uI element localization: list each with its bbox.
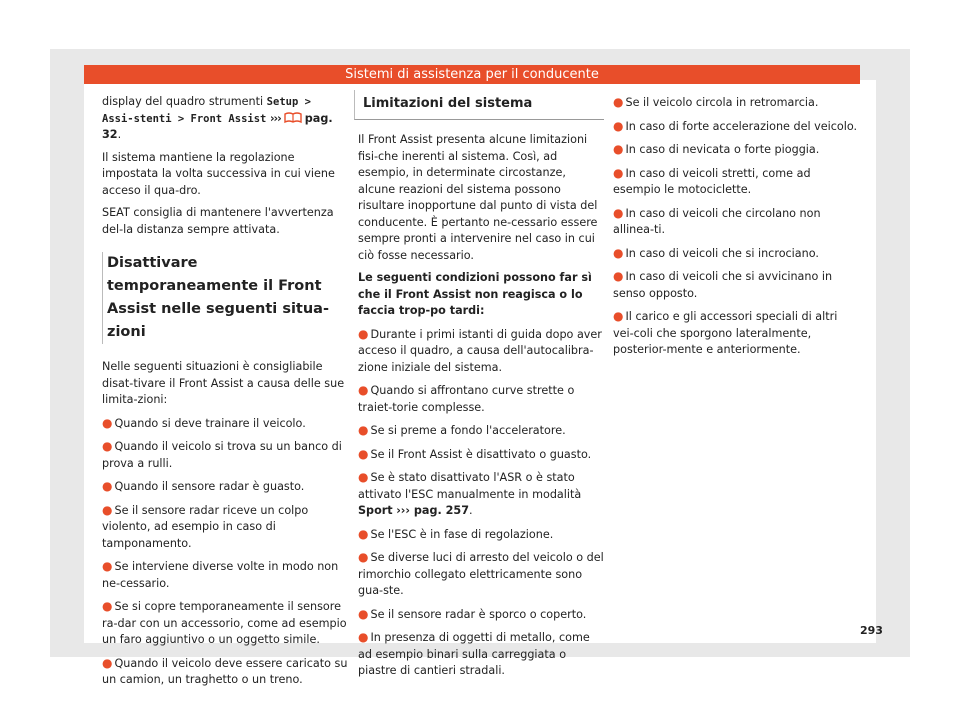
paragraph-text: display del quadro strumenti bbox=[102, 95, 267, 108]
column-left bbox=[102, 94, 348, 695]
mode-label: Sport bbox=[358, 504, 393, 517]
bullet-icon: ● bbox=[613, 205, 624, 220]
list-item-text: Se il Front Assist è disattivato o guasto. bbox=[370, 447, 592, 461]
bullet-icon: ● bbox=[102, 655, 113, 670]
bullet-list bbox=[102, 415, 348, 689]
list-item bbox=[358, 606, 604, 624]
list-item-text: In caso di veicoli stretti, come ad esempio le motociclette. bbox=[613, 166, 811, 196]
bullet-icon: ● bbox=[358, 383, 369, 397]
bullet-icon: ● bbox=[358, 423, 369, 437]
list-item-text: Quando il veicolo si trova su un banco di prova a rulli. bbox=[102, 440, 342, 470]
list-item-text: Se diverse luci di arresto del veicolo o del rimorchio collegato elettricamente sono gua-ste. bbox=[358, 551, 604, 597]
page-header: Sistemi di assistenza per il conducente bbox=[84, 65, 860, 84]
section-heading-limitations: Limitazioni del sistema bbox=[354, 90, 604, 120]
list-item bbox=[613, 118, 859, 136]
list-item bbox=[102, 598, 348, 649]
list-item-text: In caso di veicoli che si incrociano. bbox=[625, 246, 819, 260]
list-item bbox=[102, 502, 348, 553]
list-item-text: Se si preme a fondo l'acceleratore. bbox=[370, 424, 566, 437]
bullet-icon: ● bbox=[102, 439, 113, 453]
bullet-icon: ● bbox=[358, 606, 369, 621]
bullet-icon: ● bbox=[613, 95, 624, 109]
page-reference-link[interactable]: ››› pag. 257 bbox=[396, 504, 469, 517]
section-heading: Disattivare temporaneamente il Front Assist nelle seguenti situa-zioni bbox=[102, 252, 348, 344]
list-item-text: Se il veicolo circola in retromarcia. bbox=[625, 96, 819, 109]
list-item bbox=[102, 655, 348, 689]
list-item-text: Quando si deve trainare il veicolo. bbox=[114, 416, 306, 430]
bullet-icon: ● bbox=[613, 165, 624, 180]
list-item-text: In caso di veicoli che circolano non allinea-ti. bbox=[613, 206, 821, 236]
list-item bbox=[358, 629, 604, 680]
bullet-icon: ● bbox=[102, 502, 113, 517]
list-item bbox=[613, 268, 859, 302]
list-item-text: Il carico e gli accessori speciali di altri vei-coli che sporgono lateralmente, posterior-mente e anteriormente. bbox=[613, 310, 838, 356]
list-item-text: Se il sensore radar è sporco o coperto. bbox=[370, 607, 587, 621]
bullet-icon: ● bbox=[102, 559, 113, 573]
cross-reference-arrow: ››› bbox=[269, 111, 281, 125]
list-item bbox=[613, 141, 859, 159]
bullet-icon: ● bbox=[613, 269, 624, 283]
list-item bbox=[358, 446, 604, 464]
list-item bbox=[358, 469, 604, 520]
list-item-text: Quando il sensore radar è guasto. bbox=[114, 480, 305, 493]
bullet-icon: ● bbox=[613, 309, 624, 323]
bullet-icon: ● bbox=[102, 415, 113, 430]
bullet-icon: ● bbox=[613, 245, 624, 260]
list-item bbox=[102, 558, 348, 592]
bullet-icon: ● bbox=[358, 550, 369, 564]
paragraph-text: . bbox=[117, 128, 122, 141]
bullet-icon: ● bbox=[358, 526, 369, 541]
list-item bbox=[358, 382, 604, 416]
bullet-icon: ● bbox=[102, 599, 113, 613]
list-item-text: Se il sensore radar riceve un colpo violento, ad esempio in caso di tamponamento. bbox=[102, 503, 309, 550]
list-item-text: Quando si affrontano curve strette o traiet-torie complesse. bbox=[358, 384, 575, 414]
list-item-text: Se interviene diverse volte in modo non ne-cessario. bbox=[102, 560, 339, 590]
list-item-text: . bbox=[468, 504, 473, 517]
list-item-text: In caso di nevicata o forte pioggia. bbox=[625, 143, 820, 156]
list-item bbox=[358, 549, 604, 600]
paragraph-setup bbox=[102, 94, 348, 144]
bullet-icon: ● bbox=[358, 446, 369, 461]
list-item-text: Durante i primi istanti di guida dopo aver acceso il quadro, a causa dell'autocalibra-zione iniziale del sistema. bbox=[358, 327, 602, 374]
list-item bbox=[358, 526, 604, 544]
bullet-icon: ● bbox=[613, 142, 624, 156]
bullet-list bbox=[358, 326, 604, 680]
list-item-text: In caso di veicoli che si avvicinano in senso opposto. bbox=[613, 270, 833, 300]
list-item bbox=[613, 245, 859, 263]
list-item-text: In presenza di oggetti di metallo, come ad esempio binari sulla carreggiata o piastre di cantieri stradali. bbox=[358, 631, 590, 677]
list-item-text: Quando il veicolo deve essere caricato su un camion, un traghetto o un treno. bbox=[102, 656, 348, 686]
list-item bbox=[358, 326, 604, 377]
list-item bbox=[102, 415, 348, 433]
list-item bbox=[102, 478, 348, 496]
bullet-icon: ● bbox=[613, 118, 624, 133]
bullet-list bbox=[613, 94, 859, 359]
column-right bbox=[613, 94, 859, 365]
page-reference-link[interactable]: pag. 32 bbox=[102, 111, 333, 141]
paragraph-bold: Le seguenti condizioni possono far sì che il Front Assist non reagisca o lo faccia trop-po tardi: bbox=[358, 271, 592, 317]
book-icon bbox=[283, 111, 303, 124]
bullet-icon: ● bbox=[102, 479, 113, 493]
list-item bbox=[358, 422, 604, 440]
paragraph: Il sistema mantiene la regolazione impostata la volta successiva in cui viene acceso il qua-dro. bbox=[102, 150, 335, 197]
paragraph: Nelle seguenti situazioni è consigliabile disat-tivare il Front Assist a causa delle sue limita-zioni: bbox=[102, 360, 345, 406]
list-item-text: Se si copre temporaneamente il sensore ra-dar con un accessorio, come ad esempio un faro aggiuntivo o un oggetto simile. bbox=[102, 600, 347, 646]
list-item bbox=[613, 308, 859, 359]
menu-path: Setup > Assi-stenti > Front Assist bbox=[102, 96, 311, 125]
paragraph: Il Front Assist presenta alcune limitazioni fisi-che inerenti al sistema. Così, ad esempio, in determinate circostanze, alcune reazioni del sistema possono risultare inopportune dal punto di vista del conducente. È pertanto ne-cessario essere sempre pronti a intervenire nel caso in cui ciò fosse necessario. bbox=[358, 133, 598, 262]
list-item-text: In caso di forte accelerazione del veicolo. bbox=[625, 119, 858, 133]
list-item bbox=[613, 205, 859, 239]
list-item bbox=[613, 94, 859, 112]
bullet-icon: ● bbox=[358, 326, 369, 341]
list-item bbox=[613, 165, 859, 199]
paragraph: SEAT consiglia di mantenere l'avvertenza del-la distanza sempre attivata. bbox=[102, 206, 334, 236]
list-item-text: Se è stato disattivato l'ASR o è stato attivato l'ESC manualmente in modalità bbox=[358, 471, 582, 501]
bullet-icon: ● bbox=[358, 470, 369, 484]
list-item-text: Se l'ESC è in fase di regolazione. bbox=[370, 527, 554, 541]
bullet-icon: ● bbox=[358, 630, 369, 644]
page-number: 293 bbox=[860, 624, 883, 637]
list-item bbox=[102, 438, 348, 472]
column-middle bbox=[358, 94, 604, 686]
